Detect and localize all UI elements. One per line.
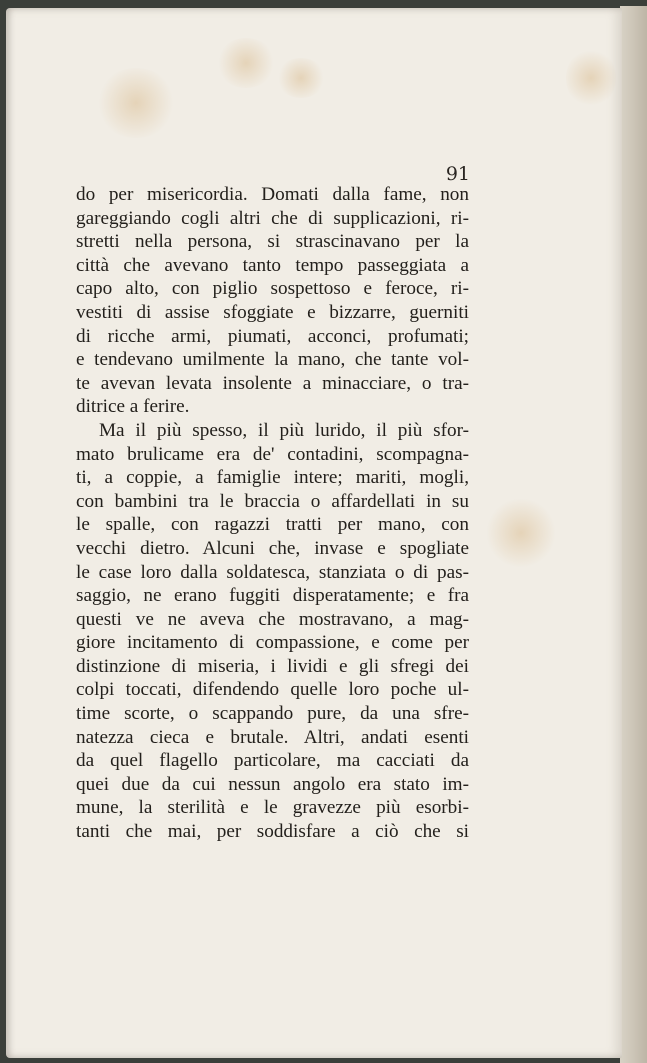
text-line: do per misericordia. Domati dalla fame, non	[76, 184, 469, 205]
text-line: le spalle, con ragazzi tratti per mano, con	[76, 514, 469, 536]
text-line: capo alto, con piglio sospettoso e feroce, ri-	[76, 278, 469, 300]
foxing-stain	[216, 38, 276, 88]
text-line: ti, a coppie, a famiglie intere; mariti, mogli,	[76, 467, 469, 489]
text-line: ditrice a ferire.	[76, 396, 190, 418]
text-line: saggio, ne erano fuggiti disperatamente; e fra	[76, 585, 469, 607]
foxing-stain	[276, 58, 326, 98]
text-line: mune, la sterilità e le gravezze più esorbi-	[76, 797, 469, 819]
text-line: stretti nella persona, si strascinavano per la	[76, 231, 469, 253]
text-line: mato brulicame era de' contadini, scompagna-	[76, 443, 469, 465]
text-line: da quel flagello particolare, ma cacciati da	[76, 750, 469, 772]
text-line: giore incitamento di compassione, e come per	[76, 632, 469, 654]
foxing-stain	[566, 48, 616, 108]
text-line: con bambini tra le braccia o affardellati in su	[76, 490, 469, 512]
text-line: te avevan levata insolente a minacciare, o tra-	[76, 372, 469, 394]
page-number: 91	[445, 163, 470, 185]
text-line: tanti che mai, per soddisfare a ciò che si	[76, 821, 469, 843]
foxing-stain	[96, 68, 176, 138]
text-line: città che avevano tanto tempo passeggiata a	[76, 254, 469, 276]
text-line: gareggiando cogli altri che di supplicazioni, ri-	[76, 207, 469, 229]
text-line: colpi toccati, difendendo quelle loro poche ul-	[76, 679, 469, 701]
foxing-stain	[486, 498, 556, 568]
text-line: le case loro dalla soldatesca, stanziata o di pas-	[76, 561, 469, 583]
text-line: di ricche armi, piumati, acconci, profumati;	[76, 325, 469, 347]
body-text	[76, 183, 469, 844]
text-line: quei due da cui nessun angolo era stato im-	[76, 773, 469, 795]
text-line: vestiti di assise sfoggiate e bizzarre, guerniti	[76, 301, 469, 323]
text-line: natezza cieca e brutale. Altri, andati esenti	[76, 726, 469, 748]
paragraph-start-line: Ma il più spesso, il più lurido, il più sfor-	[99, 419, 469, 441]
text-line: time scorte, o scappando pure, da una sfre-	[76, 703, 469, 725]
text-line: questi ve ne aveva che mostravano, a mag-	[76, 608, 469, 630]
text-line: e tendevano umilmente la mano, che tante vol-	[76, 349, 469, 371]
text-line: distinzione di miseria, i lividi e gli sfregi dei	[76, 655, 469, 677]
text-line: vecchi dietro. Alcuni che, invase e spogliate	[76, 537, 469, 559]
page-edge	[620, 6, 647, 1063]
